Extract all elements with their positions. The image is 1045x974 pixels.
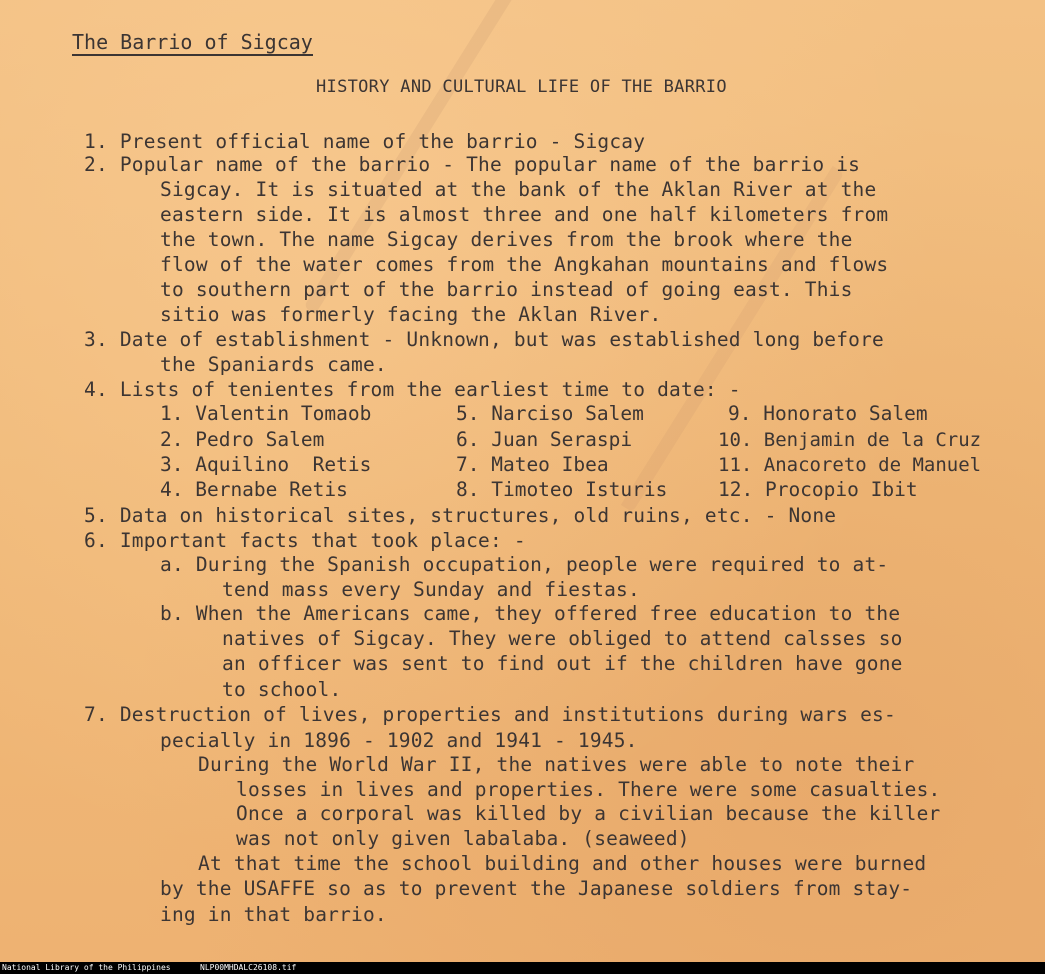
teniente-entry: 7. Mateo Ibea	[456, 453, 609, 476]
item-5: 5. Data on historical sites, structures, old ruins, etc. - None	[84, 504, 837, 527]
document-title: The Barrio of Sigcay	[72, 30, 313, 54]
item-2-line: 2. Popular name of the barrio - The popular name of the barrio is	[84, 153, 861, 176]
teniente-entry: 5. Narciso Salem	[456, 402, 644, 425]
item-2-line: sitio was formerly facing the Aklan River.	[160, 303, 662, 326]
footer-library: National Library of the Philippines	[2, 963, 171, 972]
item-7-paragraph-line: Once a corporal was killed by a civilian because the killer	[236, 802, 941, 825]
scan-footer	[0, 962, 1045, 974]
item-7-paragraph-line: ing in that barrio.	[160, 903, 387, 926]
item-6b-line: to school.	[222, 678, 342, 701]
item-7-paragraph-line: At that time the school building and other houses were burned	[198, 852, 927, 875]
item-7-line: 7. Destruction of lives, properties and institutions during wars es-	[84, 703, 896, 726]
item-3-line: the Spaniards came.	[160, 353, 387, 376]
item-6a-line: a. During the Spanish occupation, people were required to at-	[160, 553, 889, 576]
teniente-entry: 9. Honorato Salem	[728, 402, 928, 425]
item-7-paragraph-line: losses in lives and properties. There were some casualties.	[236, 778, 941, 801]
item-7-line: pecially in 1896 - 1902 and 1941 - 1945.	[160, 729, 638, 752]
item-2-line: eastern side. It is almost three and one half kilometers from	[160, 203, 889, 226]
item-6b-line: natives of Sigcay. They were obliged to attend calsses so	[222, 627, 903, 650]
item-6: 6. Important facts that took place: -	[84, 529, 526, 552]
item-2-line: to southern part of the barrio instead of going east. This	[160, 278, 853, 301]
item-2-line: the town. The name Sigcay derives from the brook where the	[160, 228, 853, 251]
item-7-paragraph-line: by the USAFFE so as to prevent the Japanese soldiers from stay-	[160, 877, 913, 900]
item-6b-line: b. When the Americans came, they offered free education to the	[160, 602, 901, 625]
teniente-entry: 10. Benjamin de la Cruz	[718, 429, 982, 451]
teniente-entry: 12. Procopio Ibit	[718, 478, 918, 501]
item-4: 4. Lists of tenientes from the earliest time to date: -	[84, 378, 741, 401]
teniente-entry: 8. Timoteo Isturis	[456, 478, 668, 501]
teniente-entry: 4. Bernabe Retis	[160, 478, 348, 501]
teniente-entry: 6. Juan Seraspi	[456, 428, 633, 451]
teniente-entry: 3. Aquilino Retis	[160, 453, 372, 476]
item-3-line: 3. Date of establishment - Unknown, but was established long before	[84, 328, 884, 351]
item-7-paragraph-line: was not only given labalaba. (seaweed)	[236, 827, 690, 850]
item-7-paragraph-line: During the World War II, the natives were able to note their	[198, 753, 915, 776]
document-heading: HISTORY AND CULTURAL LIFE OF THE BARRIO	[316, 77, 727, 97]
teniente-entry: 2. Pedro Salem	[160, 428, 325, 451]
item-6a-line: tend mass every Sunday and fiestas.	[222, 578, 640, 601]
teniente-entry: 1. Valentin Tomaob	[160, 402, 372, 425]
footer-file: NLP00MHDALC26108.tif	[200, 963, 297, 972]
teniente-entry: 11. Anacoreto de Manuel	[718, 454, 982, 476]
item-2-line: Sigcay. It is situated at the bank of the Aklan River at the	[160, 178, 877, 201]
item-6b-line: an officer was sent to find out if the children have gone	[222, 652, 903, 675]
item-1: 1. Present official name of the barrio - Sigcay	[84, 130, 646, 153]
item-2-line: flow of the water comes from the Angkahan mountains and flows	[160, 253, 889, 276]
